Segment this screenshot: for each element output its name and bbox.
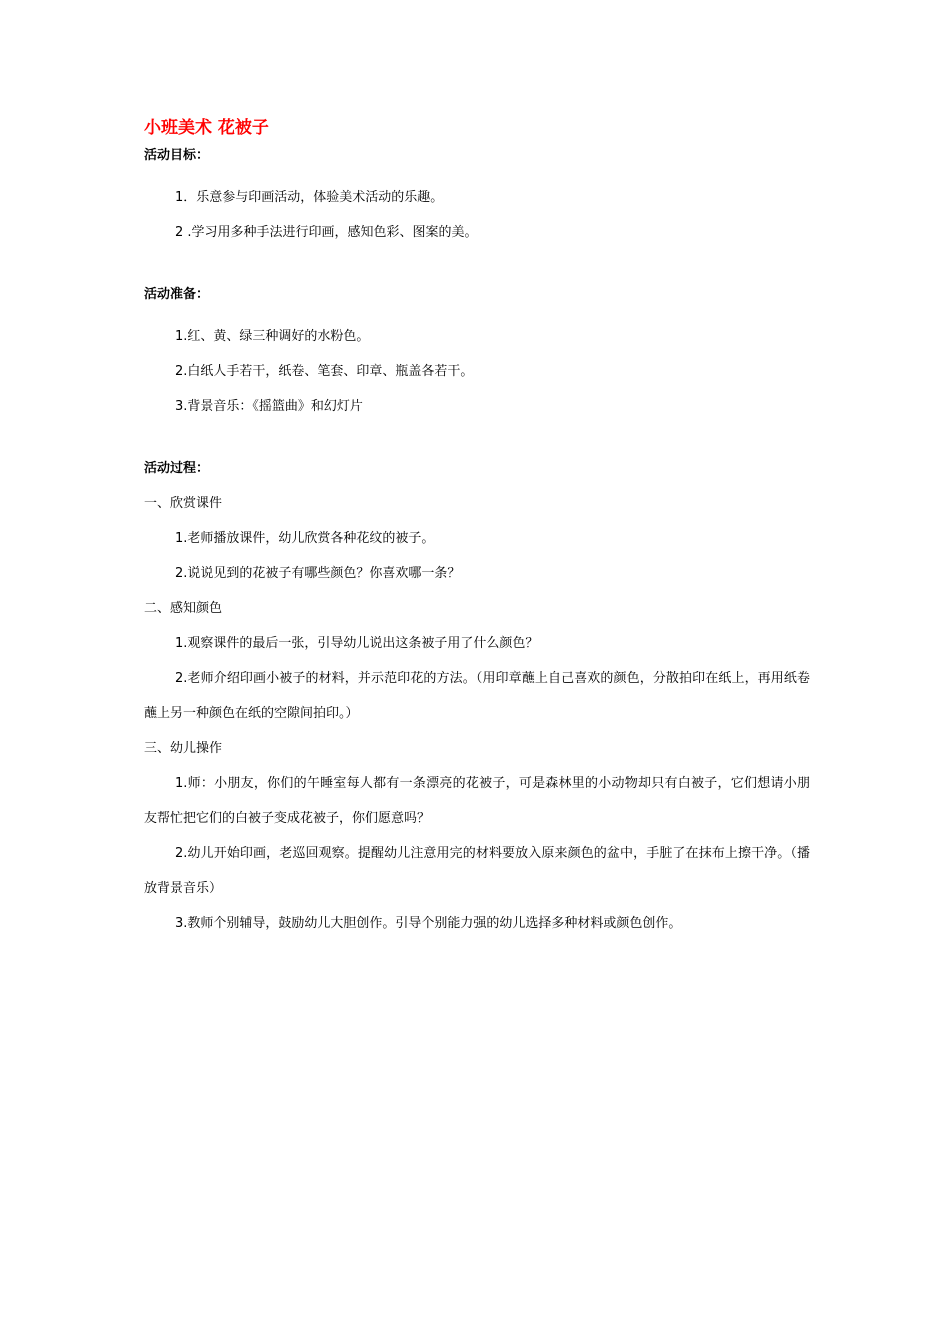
process-item: 1.老师播放课件，幼儿欣赏各种花纹的被子。 bbox=[175, 531, 435, 546]
preparation-item: 3.背景音乐：《摇篮曲》和幻灯片 bbox=[175, 399, 363, 414]
spacer bbox=[144, 250, 810, 285]
document-title: 小班美术 花被子 bbox=[144, 118, 269, 138]
process-section-title: 三、幼儿操作 bbox=[144, 741, 223, 756]
process-heading: 活动过程： bbox=[144, 461, 210, 476]
process-item: 2.老师介绍印画小被子的材料，并示范印花的方法。（用印章蘸上自己喜欢的颜色，分散拍印在纸上，再用纸卷蘸上另一种颜色在纸的空隙间拍印。） bbox=[144, 671, 810, 721]
process-section-title: 二、感知颜色 bbox=[144, 601, 223, 616]
process-item: 1.观察课件的最后一张，引导幼儿说出这条被子用了什么颜色？ bbox=[175, 636, 539, 651]
process-item: 3.教师个别辅导，鼓励幼儿大胆创作。引导个别能力强的幼儿选择多种材料或颜色创作。 bbox=[175, 916, 682, 931]
goal-item: 2 .学习用多种手法进行印画，感知色彩、图案的美。 bbox=[175, 225, 478, 240]
process-item: 2.说说见到的花被子有哪些颜色？你喜欢哪一条？ bbox=[175, 566, 461, 581]
preparation-item: 1.红、黄、绿三种调好的水粉色。 bbox=[175, 329, 370, 344]
process-item: 2.幼儿开始印画，老巡回观察。提醒幼儿注意用完的材料要放入原来颜色的盆中，手脏了在抹布上擦干净。（播放背景音乐） bbox=[144, 846, 810, 896]
process-item: 1.师：小朋友，你们的午睡室每人都有一条漂亮的花被子，可是森林里的小动物却只有白被子，它们想请小朋友帮忙把它们的白被子变成花被子，你们愿意吗？ bbox=[144, 776, 810, 826]
process-section-title: 一、欣赏课件 bbox=[144, 496, 223, 511]
document-body bbox=[144, 116, 810, 941]
goals-heading: 活动目标： bbox=[144, 148, 210, 163]
preparation-item: 2.白纸人手若干，纸卷、笔套、印章、瓶盖各若干。 bbox=[175, 364, 474, 379]
spacer bbox=[144, 424, 810, 459]
preparation-heading: 活动准备： bbox=[144, 287, 210, 302]
goal-item: 1．乐意参与印画活动，体验美术活动的乐趣。 bbox=[175, 190, 444, 205]
